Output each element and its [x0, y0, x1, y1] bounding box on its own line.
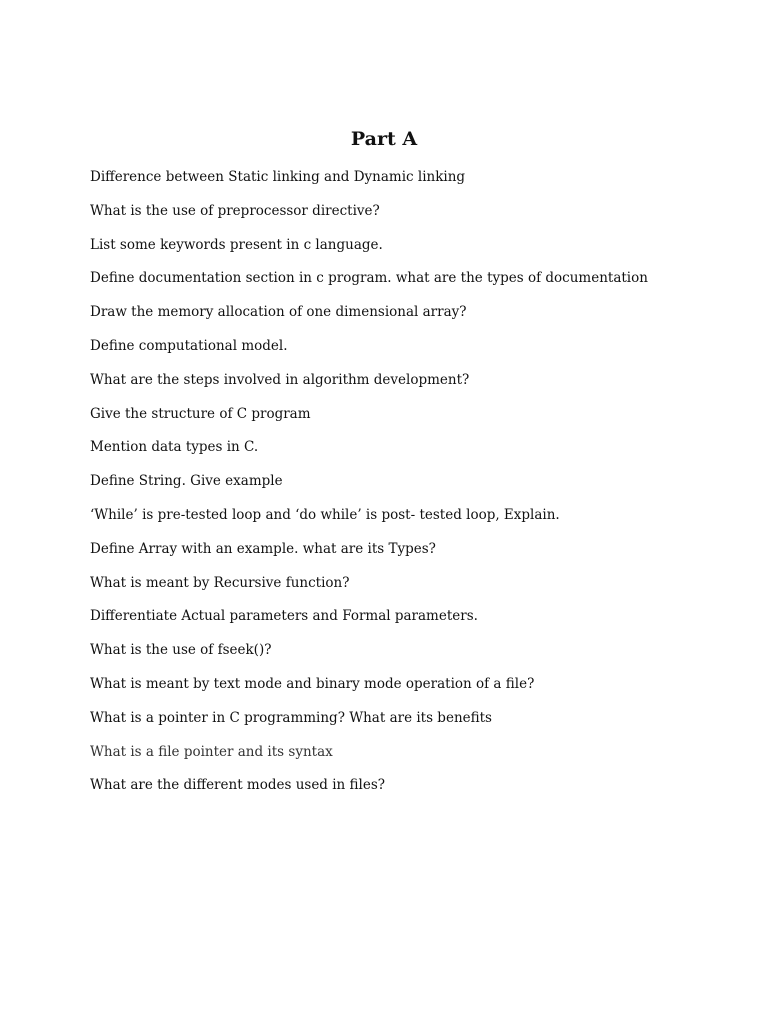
- question-item: Draw the memory allocation of one dimensional array?: [90, 304, 467, 321]
- question-item: Define String. Give example: [90, 473, 283, 490]
- question-item: List some keywords present in c language.: [90, 236, 383, 253]
- question-item: Difference between Static linking and Dynamic linking: [90, 169, 466, 185]
- page-title: Part A: [350, 128, 418, 150]
- question-item: Differentiate Actual parameters and Formal parameters.: [90, 608, 478, 625]
- question-list: [90, 166, 730, 808]
- question-item: What is a pointer in C programming? What are its benefits: [90, 709, 492, 726]
- question-item: Define Array with an example. what are its Types?: [90, 540, 436, 557]
- question-item: ‘While’ is pre-tested loop and ‘do while’ is post- tested loop, Explain.: [90, 506, 560, 523]
- question-item: What is a file pointer and its syntax: [90, 743, 333, 760]
- question-item: Give the structure of C program: [90, 405, 311, 422]
- question-item: What is meant by text mode and binary mode operation of a file?: [90, 675, 535, 692]
- question-item: What are the steps involved in algorithm development?: [90, 371, 470, 388]
- question-item: What is meant by Recursive function?: [90, 574, 350, 591]
- question-item: Define computational model.: [90, 337, 288, 354]
- question-item: What is the use of fseek()?: [90, 642, 272, 659]
- question-item: What are the different modes used in files?: [90, 777, 386, 794]
- question-item: What is the use of preprocessor directive?: [90, 202, 380, 219]
- question-item: Define documentation section in c program. what are the types of documentation: [90, 270, 648, 287]
- question-item: Mention data types in C.: [90, 439, 259, 456]
